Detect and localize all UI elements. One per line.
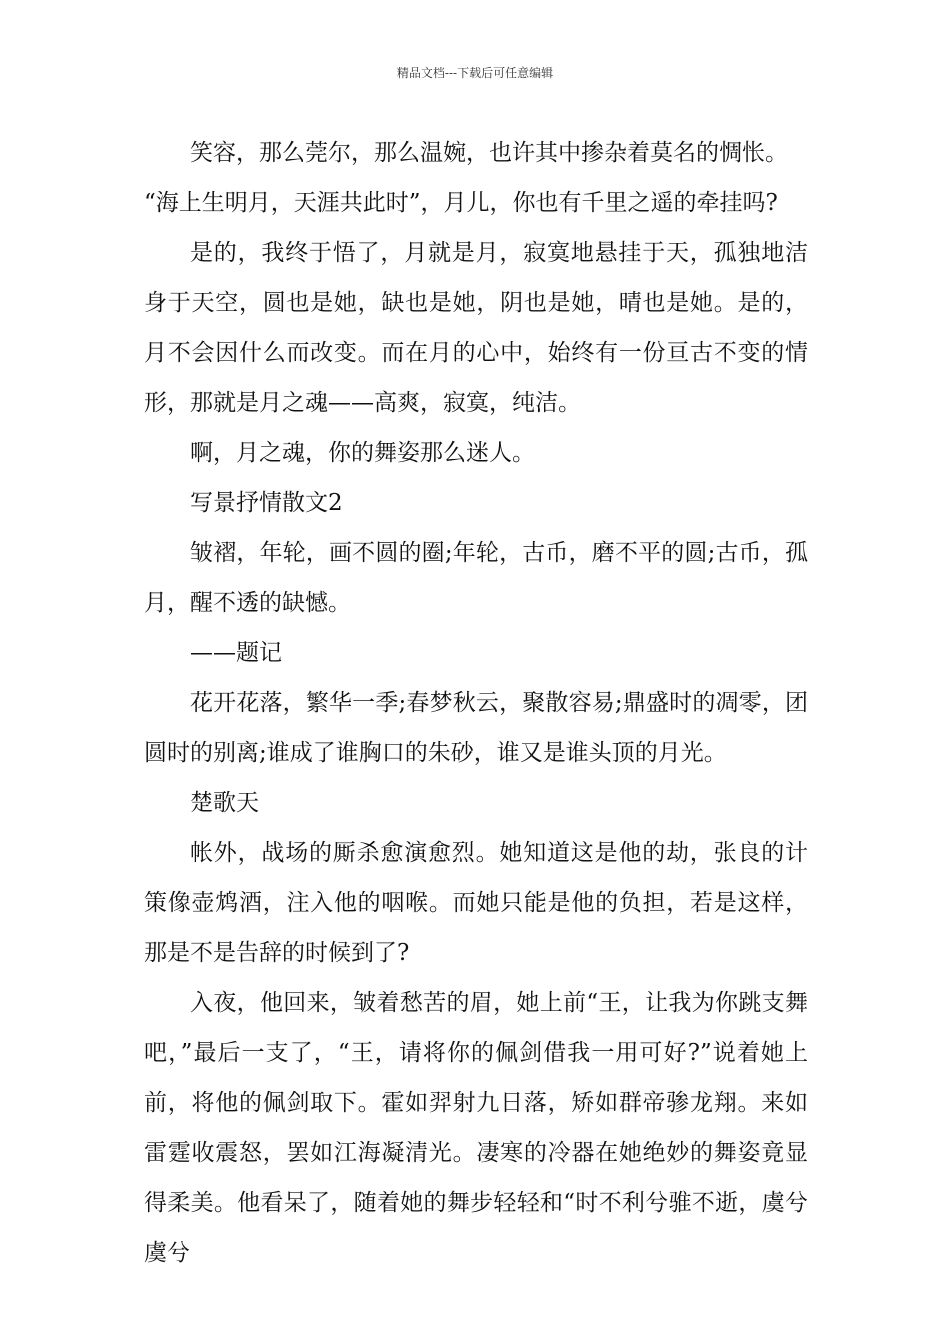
paragraph-epigraph: 皱褶，年轮，画不圆的圈;年轮，古币，磨不平的圆;古币，孤月，醒不透的缺憾。 bbox=[144, 540, 808, 616]
page-header: 精品文档---下载后可任意编辑 bbox=[396, 66, 554, 80]
document-body bbox=[144, 128, 808, 1278]
paragraph-3: 是的，我终于悟了，月就是月，寂寞地悬挂于天，孤独地洁身于天空，圆也是她，缺也是她，阴也是她，晴也是她。是的，月不会因什么而改变。而在月的心中，始终有一份亘古不变的情形，那就是月之魂——高爽，寂寞，纯洁。 bbox=[144, 240, 808, 416]
paragraph-1: 笑容，那么莞尔，那么温婉，也许其中掺杂着莫名的惆怅。 bbox=[190, 140, 788, 166]
paragraph-2: “海上生明月，天涯共此时”，月儿，你也有千里之遥的牵挂吗? bbox=[144, 190, 778, 216]
section-title: 写景抒情散文2 bbox=[190, 490, 343, 516]
subsection-title: 楚歌天 bbox=[190, 790, 259, 816]
paragraph-5: 花开花落，繁华一季;春梦秋云，聚散容易;鼎盛时的凋零，团圆时的别离;谁成了谁胸口的朱砂，谁又是谁头顶的月光。 bbox=[144, 690, 808, 766]
paragraph-6: 帐外，战场的厮杀愈演愈烈。她知道这是他的劫，张良的计策像壶鸩酒，注入他的咽喉。而她只能是他的负担，若是这样，那是不是告辞的时候到了? bbox=[144, 840, 808, 966]
paragraph-7: 入夜，他回来，皱着愁苦的眉，她上前“王，让我为你跳支舞吧，”最后一支了，“王，请将你的佩剑借我一用可好?”说着她上前，将他的佩剑取下。霍如羿射九日落，矫如群帝骖龙翔。来如雷霆收震怒，罢如江海凝清光。凄寒的冷器在她绝妙的舞姿竟显得柔美。他看呆了，随着她的舞步轻轻和“时不利兮骓不逝，虞兮虞兮 bbox=[144, 990, 808, 1266]
epigraph-attribution: ——题记 bbox=[190, 640, 282, 666]
paragraph-4: 啊，月之魂，你的舞姿那么迷人。 bbox=[190, 440, 535, 466]
